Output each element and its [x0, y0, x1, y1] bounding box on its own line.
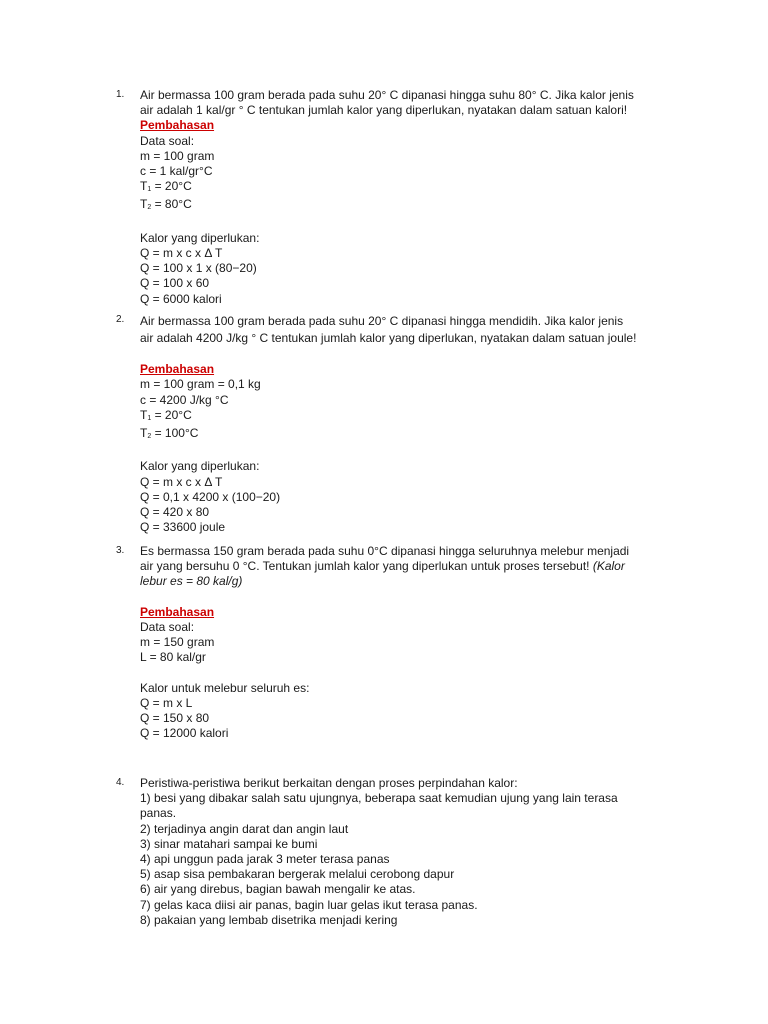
list-item: 3) sinar matahari sampai ke bumi [140, 836, 318, 851]
calc-line: Q = 0,1 x 4200 x (100−20) [140, 489, 281, 504]
data-line: m = 150 gram [140, 635, 215, 650]
data-line: m = 100 gram = 0,1 kg [140, 377, 261, 392]
t2-line: $T_2 = 100^\circ C$ [140, 426, 199, 440]
problem-3 [116, 544, 696, 742]
problem-number: 4. [116, 777, 125, 788]
question-line: Air bermassa 100 gram berada pada suhu 20° C dipanasi hingga suhu 80° C. Jika kalor jenis [140, 88, 634, 102]
question-line: air adalah 4200 J/kg ° C tentukan jumlah kalor yang diperlukan, nyatakan dalam satuan joule! [140, 331, 637, 345]
calc-line: Q = 12000 kalori [140, 726, 229, 741]
calc-line: Q = 100 x 60 [140, 276, 210, 291]
calc-line: Q = 6000 kalori [140, 291, 222, 306]
pembahasan-heading: Pembahasan [140, 362, 215, 377]
problem-1 [116, 88, 696, 307]
question-line: Peristiwa-peristiwa berikut berkaitan dengan proses perpindahan kalor: [140, 776, 518, 790]
list-item: 4) api unggun pada jarak 3 meter terasa panas [140, 852, 390, 867]
pembahasan-heading: Pembahasan [140, 118, 215, 133]
problem-2 [116, 313, 696, 535]
list-item: 5) asap sisa pembakaran bergerak melalui cerobong dapur [140, 867, 455, 882]
list-item: 7) gelas kaca diisi air panas, bagin luar gelas ikut terasa panas. [140, 897, 478, 912]
calc-line: Q = m x c x Δ T [140, 474, 223, 489]
list-item: panas. [140, 806, 177, 821]
t1-line: $T_1 = 20^\circ C$ [140, 179, 192, 194]
question-line: air adalah 1 kal/gr ° C tentukan jumlah kalor yang diperlukan, nyatakan dalam satuan kalori! [140, 103, 628, 118]
question-line: Air bermassa 100 gram berada pada suhu 20° C dipanasi hingga mendidih. Jika kalor jenis [140, 314, 624, 328]
list-item: 8) pakaian yang lembab disetrika menjadi kering [140, 912, 398, 927]
list-item: 1) besi yang dibakar salah satu ujungnya, beberapa saat kemudian ujung yang lain terasa [140, 791, 618, 806]
problem-number: 3. [116, 545, 125, 556]
data-label: Data soal: [140, 620, 195, 634]
question-line: air yang bersuhu 0 °C. Tentukan jumlah kalor yang diperlukan untuk proses tersebut! (Kalor [140, 559, 625, 574]
data-line: m = 100 gram [140, 148, 215, 163]
calc-line: Q = 420 x 80 [140, 505, 210, 519]
t2-line: $T_2 = 80^\circ C$ [140, 197, 192, 212]
list-item: 6) air yang direbus, bagian bawah mengalir ke atas. [140, 882, 416, 897]
data-line: c = 4200 J/kg °C [140, 392, 229, 407]
problem-number: 2. [116, 314, 125, 325]
list-item: 2) terjadinya angin darat dan angin laut [140, 821, 349, 836]
calc-line: Q = 100 x 1 x (80−20) [140, 261, 257, 276]
calc-line: Q = m x L [140, 696, 193, 710]
calc-line: Q = 33600 joule [140, 520, 226, 535]
pembahasan-heading: Pembahasan [140, 604, 215, 619]
problem-4 [116, 776, 696, 928]
question-line: lebur es = 80 kal/g) [140, 574, 243, 589]
calc-line: Kalor yang diperlukan: [140, 230, 260, 245]
data-line: L = 80 kal/gr [140, 650, 206, 665]
t1-line: $T_1 = 20^\circ C$ [140, 407, 192, 422]
question-line: Es bermassa 150 gram berada pada suhu 0°C dipanasi hingga seluruhnya melebur menjadi [140, 544, 630, 558]
data-line: c = 1 kal/gr°C [140, 164, 213, 179]
problem-number: 1. [116, 89, 125, 100]
calc-line: Q = 150 x 80 [140, 711, 210, 726]
calc-line: Q = m x c x Δ T [140, 246, 223, 261]
calc-line: Kalor yang diperlukan: [140, 459, 260, 474]
calc-line: Kalor untuk melebur seluruh es: [140, 680, 310, 695]
data-label: Data soal: [140, 133, 195, 148]
